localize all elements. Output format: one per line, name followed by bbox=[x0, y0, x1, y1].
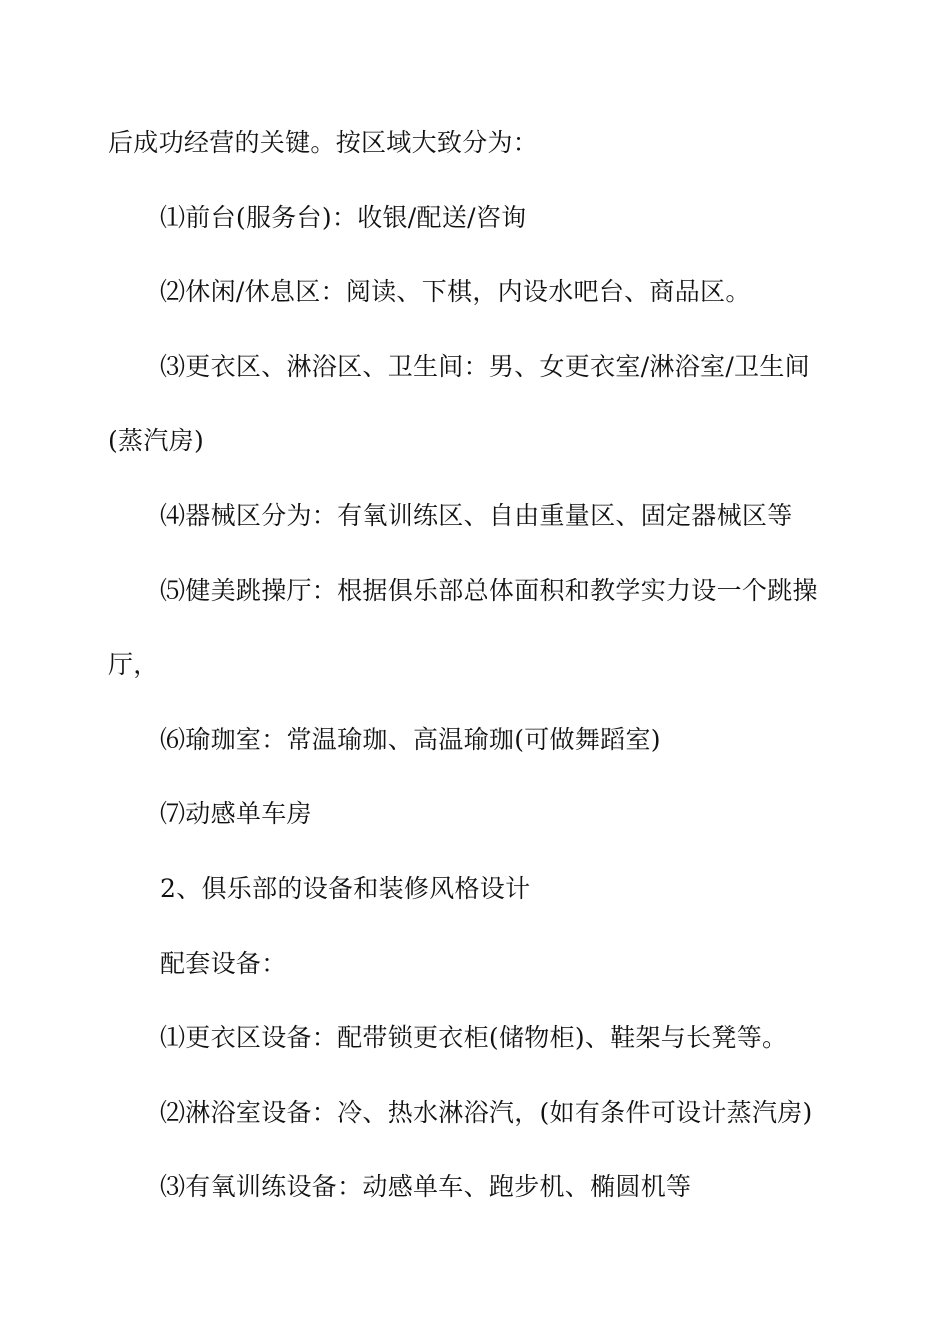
paragraph bbox=[108, 1150, 848, 1225]
text-line: ⑺动感单车房 bbox=[160, 799, 312, 829]
paragraph bbox=[108, 554, 848, 703]
paragraph bbox=[108, 777, 848, 852]
text-line: ⑷器械区分为：有氧训练区、自由重量区、固定器械区等 bbox=[160, 500, 793, 530]
text-line: ⑴更衣区设备：配带锁更衣柜(储物柜)、鞋架与长凳等。 bbox=[160, 1023, 788, 1053]
text-line: ⑸健美跳操厅：根据俱乐部总体面积和教学实力设一个跳操 bbox=[160, 575, 818, 605]
text-line: 厅， bbox=[108, 650, 159, 680]
paragraph bbox=[108, 479, 848, 554]
paragraph bbox=[108, 703, 848, 778]
paragraph bbox=[108, 255, 848, 330]
text-line: 2、俱乐部的设备和装修风格设计 bbox=[160, 873, 531, 903]
paragraph bbox=[108, 852, 848, 927]
text-line: ⑹瑜珈室：常温瑜珈、高温瑜珈(可做舞蹈室) bbox=[160, 724, 661, 754]
paragraph bbox=[108, 1076, 848, 1151]
text-line: ⑵休闲/休息区：阅读、下棋，内设水吧台、商品区。 bbox=[160, 277, 751, 307]
paragraph bbox=[108, 181, 848, 256]
text-line: 后成功经营的关键。按区域大致分为： bbox=[108, 128, 539, 157]
paragraph bbox=[108, 106, 848, 181]
text-line: ⑵淋浴室设备：冷、热水淋浴汽，(如有条件可设计蒸汽房) bbox=[160, 1097, 813, 1127]
text-line: (蒸汽房) bbox=[108, 426, 205, 456]
text-line: 配套设备： bbox=[160, 948, 287, 978]
document-page bbox=[108, 106, 848, 1225]
paragraph bbox=[108, 330, 848, 479]
text-line: ⑶有氧训练设备：动感单车、跑步机、椭圆机等 bbox=[160, 1172, 692, 1202]
text-line: ⑴前台(服务台)：收银/配送/咨询 bbox=[160, 202, 527, 232]
paragraph bbox=[108, 927, 848, 1002]
paragraph bbox=[108, 1001, 848, 1076]
text-line: ⑶更衣区、淋浴区、卫生间：男、女更衣室/淋浴室/卫生间 bbox=[160, 351, 810, 381]
